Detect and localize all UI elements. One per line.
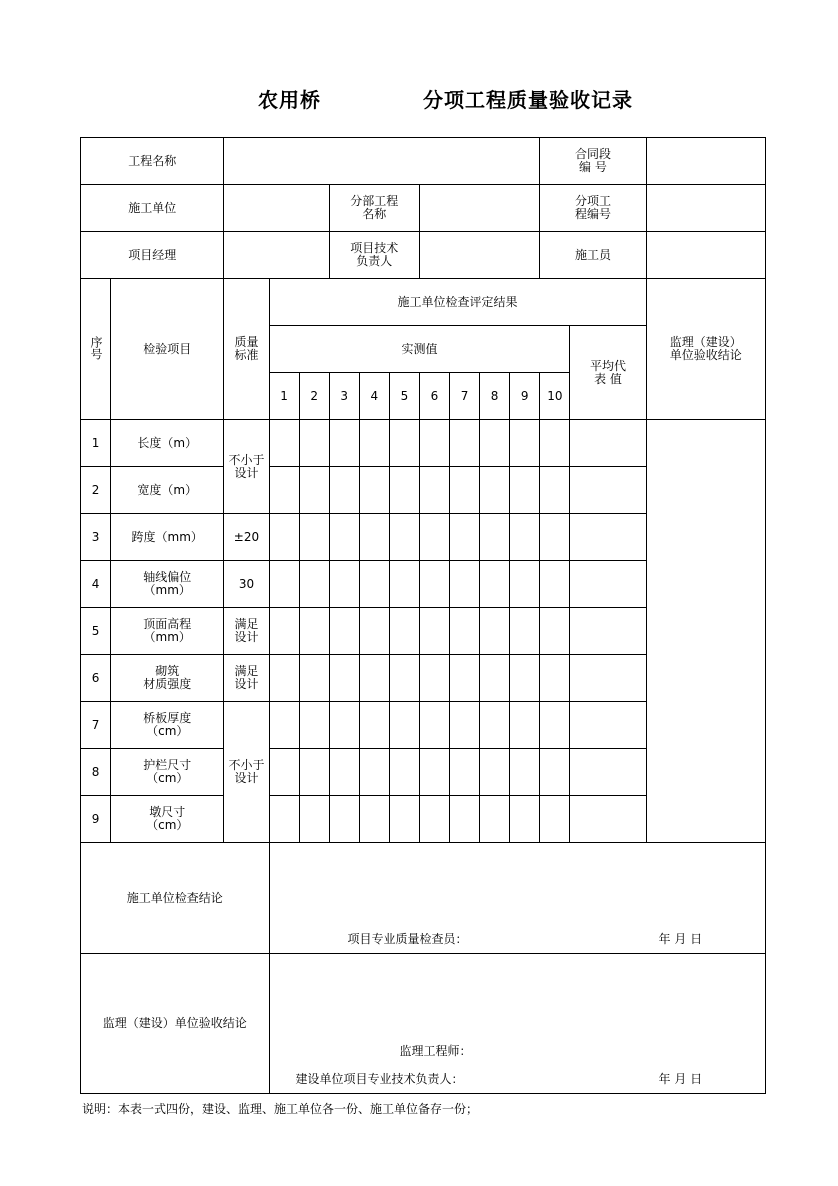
measure-col-5: 5 [389,373,419,420]
row-standard: 不小于 设计 [224,702,269,843]
manager-value[interactable] [224,232,329,279]
row-item: 砌筑 材质强度 [111,655,224,702]
measure-col-6: 6 [419,373,449,420]
standard-header: 质量 标准 [224,279,269,420]
eval-result-header: 施工单位检查评定结果 [269,279,646,326]
worker-label: 施工员 [540,232,646,279]
row-item: 护栏尺寸 （cm） [111,749,224,796]
row-seq: 6 [81,655,111,702]
row-seq: 1 [81,420,111,467]
row-standard: ±20 [224,514,269,561]
tech-lead-label: 项目技术 负责人 [329,232,419,279]
quality-inspector-label: 项目专业质量检查员： [347,932,468,946]
row-item: 轴线偏位 （mm） [111,561,224,608]
measured-header: 实测值 [269,326,570,373]
supervisor-conclusion-label: 监理（建设）单位验收结论 [81,954,270,1094]
subproject-label: 分部工程 名称 [329,185,419,232]
row-seq: 7 [81,702,111,749]
owner-tech-lead-label: 建设单位项目专业技术负责人： [295,1072,464,1086]
measure-col-4: 4 [359,373,389,420]
supervisor-conclusion-area[interactable] [269,954,765,1094]
row-avg[interactable] [570,749,646,796]
supervision-result[interactable] [646,420,765,843]
measure-col-8: 8 [480,373,510,420]
row-item: 跨度（mm） [111,514,224,561]
row-seq: 3 [81,514,111,561]
row-seq: 5 [81,608,111,655]
row-seq: 2 [81,467,111,514]
project-name-value[interactable] [224,138,540,185]
row-standard: 30 [224,561,269,608]
item-header: 检验项目 [111,279,224,420]
row-avg[interactable] [570,608,646,655]
avg-header: 平均代 表 值 [570,326,646,420]
contract-no-value[interactable] [646,138,765,185]
row-item: 顶面高程 （mm） [111,608,224,655]
row-avg[interactable] [570,420,646,467]
row-seq: 8 [81,749,111,796]
worker-value[interactable] [646,232,765,279]
measure-col-2: 2 [299,373,329,420]
row-standard: 满足 设计 [224,608,269,655]
contract-no-label: 合同段 编 号 [540,138,646,185]
contractor-conclusion-area[interactable] [269,843,765,954]
supervising-engineer-label: 监理工程师： [399,1044,472,1058]
contractor-date: 年 月 日 [658,932,703,946]
manager-label: 项目经理 [81,232,224,279]
measure-col-1: 1 [269,373,299,420]
supervisor-date: 年 月 日 [658,1072,703,1086]
document-title-left: 农用桥 [258,88,321,112]
row-standard: 满足 设计 [224,655,269,702]
measure-col-3: 3 [329,373,359,420]
document-title: 分项工程质量验收记录 [423,88,633,112]
row-avg[interactable] [570,467,646,514]
item-no-value[interactable] [646,185,765,232]
row-item: 长度（m） [111,420,224,467]
seq-header-text: 序号 [89,335,104,360]
contractor-value[interactable] [224,185,329,232]
measure-col-9: 9 [510,373,540,420]
inspection-form-table [80,137,766,1094]
subproject-value[interactable] [419,185,539,232]
measure-col-7: 7 [450,373,480,420]
item-no-label: 分项工 程编号 [540,185,646,232]
row-item: 宽度（m） [111,467,224,514]
measure-col-10: 10 [540,373,570,420]
row-standard: 不小于 设计 [224,420,269,514]
supervision-header: 监理（建设） 单位验收结论 [646,279,765,420]
seq-header [81,279,111,420]
row-avg[interactable] [570,702,646,749]
row-seq: 4 [81,561,111,608]
tech-lead-value[interactable] [419,232,539,279]
row-avg[interactable] [570,514,646,561]
footnote: 说明：本表一式四份，建设、监理、施工单位各一份、施工单位备存一份； [82,1102,479,1116]
contractor-label: 施工单位 [81,185,224,232]
row-seq: 9 [81,796,111,843]
project-name-label: 工程名称 [81,138,224,185]
row-item: 墩尺寸 （cm） [111,796,224,843]
row-avg[interactable] [570,561,646,608]
row-avg[interactable] [570,655,646,702]
contractor-conclusion-label: 施工单位检查结论 [81,843,270,954]
row-item: 桥板厚度 （cm） [111,702,224,749]
row-avg[interactable] [570,796,646,843]
table-row [81,420,766,467]
